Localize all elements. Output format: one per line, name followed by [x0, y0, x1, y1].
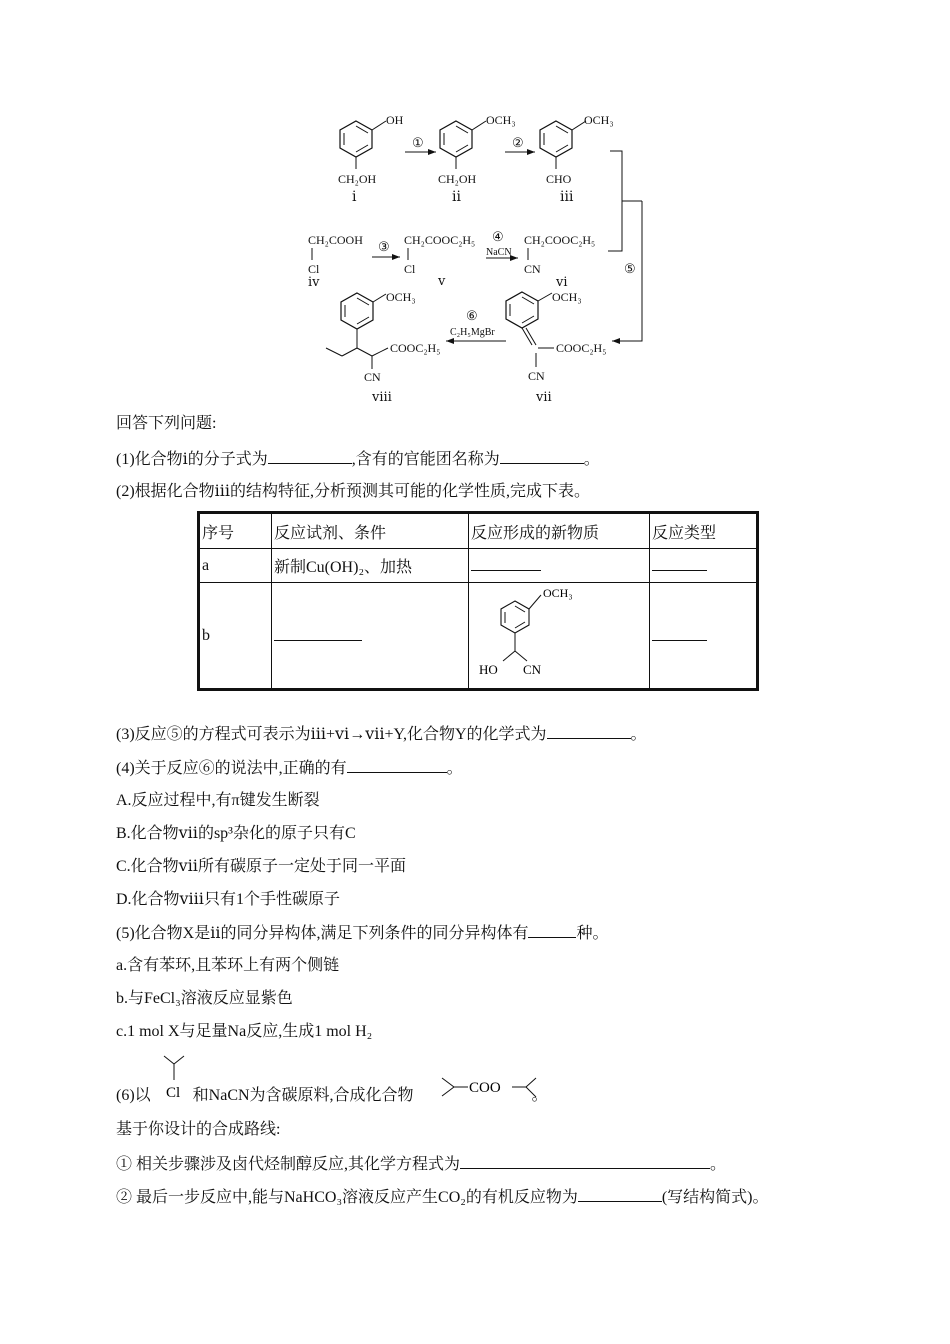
svg-text:OCH₃: OCH₃: [486, 113, 516, 127]
svg-text:CN: CN: [528, 369, 545, 383]
question-1: (1)化合物ⅰ的分子式为 ,含有的官能团名称为 。: [116, 451, 600, 468]
question-6-part-1: ① 相关步骤涉及卤代烃制醇反应,其化学方程式为 。: [116, 1156, 727, 1173]
answer-blank-b-type[interactable]: [652, 626, 707, 641]
svg-text:②: ②: [512, 135, 524, 150]
table-row: [199, 549, 758, 583]
answer-blank-a-product[interactable]: [471, 556, 541, 571]
svg-text:CH₂COOH: CH₂COOH: [308, 233, 363, 247]
condition-c: c.1 mol X与足量Na反应,生成1 mol H₂: [116, 1023, 373, 1040]
properties-table: [197, 511, 759, 691]
question-6: (6)以 和NaCN为含碳原料,合成化合物 。: [116, 1087, 548, 1104]
arrow-step-1: [405, 135, 436, 152]
svg-text:OCH₃: OCH₃: [584, 113, 614, 127]
option-c: C.化合物ⅶ所有碳原子一定处于同一平面: [116, 858, 406, 875]
compound-iv: [308, 233, 363, 289]
question-2: (2)根据化合物ⅲ的结构特征,分析预测其可能的化学性质,完成下表。: [116, 483, 591, 500]
svg-text:ⅶ: ⅶ: [536, 389, 552, 404]
svg-text:①: ①: [412, 135, 424, 150]
svg-text:CH₂COOC₂H₅: CH₂COOC₂H₅: [404, 233, 476, 247]
svg-text:HO: HO: [479, 662, 498, 677]
compound-viii: [326, 290, 440, 404]
svg-text:COOC₂H₅: COOC₂H₅: [556, 341, 607, 355]
svg-text:CN: CN: [524, 262, 541, 276]
row-reagent-cell[interactable]: [272, 583, 469, 690]
compound-vi: [524, 233, 595, 289]
question-3: (3)反应⑤的方程式可表示为ⅲ+ⅵ→ⅶ+Y,化合物Y的化学式为 。: [116, 726, 647, 743]
table-header-row: [199, 513, 758, 549]
route-intro: 基于你设计的合成路线:: [116, 1121, 281, 1138]
header-cell: 反应类型: [650, 513, 758, 549]
svg-text:OCH₃: OCH₃: [543, 586, 573, 600]
condition-a: a.含有苯环,且苯环上有两个侧链: [116, 957, 340, 974]
isopropyl-chloride-structure: [158, 1050, 198, 1104]
svg-text:OCH₃: OCH₃: [552, 290, 582, 304]
arrow-step-3: [372, 239, 400, 257]
header-cell: 序号: [199, 513, 272, 549]
svg-text:ⅲ: ⅲ: [560, 190, 574, 205]
svg-text:⑥: ⑥: [466, 308, 478, 323]
compound-vii: [506, 290, 606, 404]
svg-text:CH₂COOC₂H₅: CH₂COOC₂H₅: [524, 233, 596, 247]
svg-text:OCH₃: OCH₃: [386, 290, 416, 304]
compound-iii: [540, 113, 614, 205]
hydroxy-nitrile-structure: [471, 583, 631, 683]
svg-text:Cl: Cl: [404, 262, 416, 276]
option-d: D.化合物ⅷ只有1个手性碳原子: [116, 891, 340, 908]
svg-text:⑤: ⑤: [624, 261, 636, 276]
svg-text:COO: COO: [469, 1080, 501, 1096]
condition-b: b.与FeCl₃溶液反应显紫色: [116, 990, 293, 1007]
arrow-step-6: [446, 308, 506, 341]
svg-text:CN: CN: [523, 662, 542, 677]
bracket-step-5: [608, 151, 642, 341]
svg-text:ⅵ: ⅵ: [556, 274, 568, 289]
svg-text:CN: CN: [364, 370, 381, 384]
intro-text: 回答下列问题:: [116, 415, 217, 432]
question-5: (5)化合物X是ⅱ的同分异构体,满足下列条件的同分异构体有 种。: [116, 925, 609, 942]
header-cell: 反应试剂、条件: [272, 513, 469, 549]
header-cell: 反应形成的新物质: [469, 513, 650, 549]
arrow-step-4: [486, 229, 518, 258]
svg-text:CHO: CHO: [546, 172, 572, 186]
svg-text:Cl: Cl: [166, 1085, 181, 1101]
answer-blank-6-2[interactable]: [578, 1187, 662, 1202]
row-product-cell[interactable]: [469, 549, 650, 583]
svg-text:ⅴ: ⅴ: [438, 273, 446, 288]
answer-blank-1a[interactable]: [268, 449, 352, 464]
compound-i: [338, 113, 404, 205]
svg-text:ⅰ: ⅰ: [352, 190, 357, 205]
isopropyl-isobutyrate-structure: [440, 1070, 550, 1106]
row-product-structure: [469, 583, 650, 690]
svg-text:CH₂OH: CH₂OH: [438, 172, 477, 186]
svg-text:NaCN: NaCN: [486, 247, 512, 258]
svg-text:ⅱ: ⅱ: [452, 190, 461, 205]
option-a: A.反应过程中,有π键发生断裂: [116, 792, 320, 809]
row-reagent: 新制Cu(OH)₂、加热: [272, 549, 469, 583]
answer-blank-6-1[interactable]: [460, 1154, 710, 1169]
svg-text:C₂H₅MgBr: C₂H₅MgBr: [450, 327, 495, 338]
synthesis-scheme: [300, 105, 660, 410]
question-6-part-2: ② 最后一步反应中,能与NaHCO₃溶液反应产生CO₂的有机反应物为 (写结构简式)。: [116, 1189, 769, 1206]
svg-text:CH₂OH: CH₂OH: [338, 172, 377, 186]
arrow-step-2: [505, 135, 535, 152]
compound-ii: [438, 113, 516, 205]
svg-text:ⅷ: ⅷ: [372, 389, 392, 404]
compound-v: [404, 233, 475, 288]
scheme-svg: [300, 105, 660, 410]
answer-blank-b-reagent[interactable]: [274, 626, 362, 641]
answer-blank-3[interactable]: [547, 724, 631, 739]
svg-text:COOC₂H₅: COOC₂H₅: [390, 341, 441, 355]
row-id: b: [199, 583, 272, 690]
row-id: a: [199, 549, 272, 583]
answer-blank-5[interactable]: [528, 923, 576, 938]
svg-text:③: ③: [378, 239, 390, 254]
svg-text:④: ④: [492, 229, 504, 244]
table-row: [199, 583, 758, 690]
option-b: B.化合物ⅶ的sp³杂化的原子只有C: [116, 825, 356, 842]
answer-blank-1b[interactable]: [500, 449, 584, 464]
svg-text:OH: OH: [386, 113, 404, 127]
svg-text:Cl: Cl: [308, 262, 320, 276]
question-4: (4)关于反应⑥的说法中,正确的有 。: [116, 760, 463, 777]
answer-blank-4[interactable]: [347, 758, 447, 773]
row-type-cell[interactable]: [650, 583, 758, 690]
svg-text:ⅳ: ⅳ: [308, 274, 320, 289]
answer-blank-a-type[interactable]: [652, 556, 707, 571]
row-type-cell[interactable]: [650, 549, 758, 583]
